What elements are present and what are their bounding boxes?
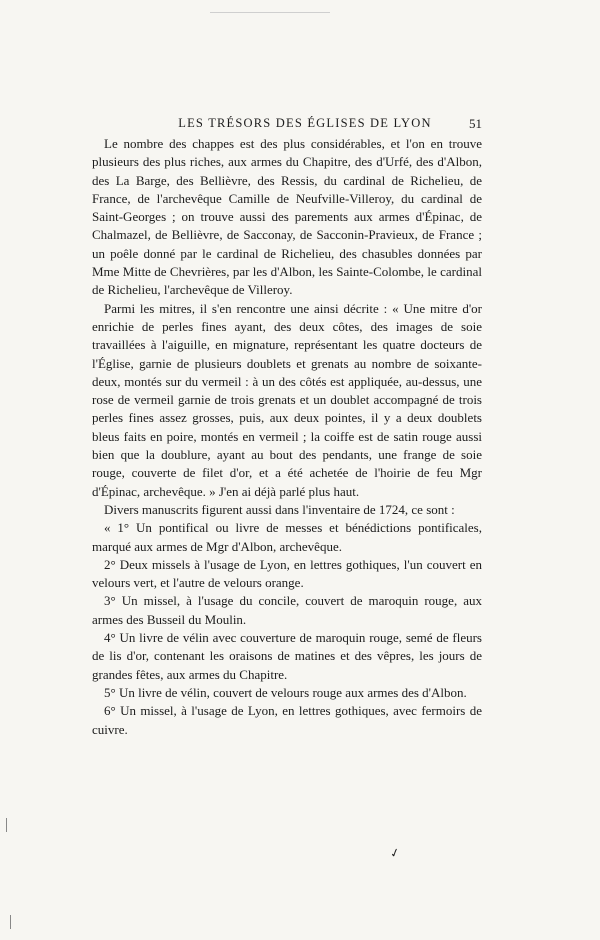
- body-text: [92, 135, 482, 739]
- running-header: LES TRÉSORS DES ÉGLISES DE LYON: [178, 116, 432, 130]
- page-number: 51: [469, 116, 482, 131]
- margin-mark: [6, 818, 7, 832]
- paragraph-chappes: Le nombre des chappes est des plus considérables, et l'on en trouve plusieurs des plus riches, aux armes du Chapitre, des d'Urfé, des d'Albon, des La Barge, des Bellièvre, des Ressis, du cardinal de Richelieu, de France, de l'archevêque Camille de Neufville-Villeroy, du cardinal de Saint-Georges ; on trouve aussi des parements aux armes d'Épinac, de Chalmazel, de Bellièvre, de Sacconay, de Sacconin-Pravieux, de France ; un poêle donné par le cardinal de Richelieu, des chasubles données par Mme Mitte de Chevrières, par les d'Albon, les Sainte-Colombe, le cardinal de Richelieu, l'archevêque de Villeroy.: [92, 136, 482, 298]
- list-item: 2° Deux missels à l'usage de Lyon, en lettres gothiques, l'un couvert en velours vert, et l'autre de velours orange.: [92, 556, 482, 591]
- list-item: 4° Un livre de vélin avec couverture de maroquin rouge, semé de fleurs de lis d'or, contenant les oraisons de matines et des vêpres, les jours de grandes fêtes, aux armes du Chapitre.: [92, 630, 482, 682]
- list-item: 3° Un missel, à l'usage du concile, couvert de maroquin rouge, aux armes des Busseil du Moulin.: [92, 593, 482, 627]
- paragraph-manuscrits: Divers manuscrits figurent aussi dans l'inventaire de 1724, ce sont :: [104, 501, 455, 517]
- margin-mark: [10, 915, 11, 929]
- ink-mark: ✓: [388, 844, 402, 862]
- list-item: 6° Un missel, à l'usage de Lyon, en lettres gothiques, avec fermoirs de cuivre.: [92, 703, 482, 737]
- list-item: « 1° Un pontifical ou livre de messes et bénédictions pontificales, marqué aux armes de Mgr d'Albon, archevêque.: [92, 520, 482, 554]
- top-edge-rule: [210, 12, 330, 13]
- paragraph-mitres: Parmi les mitres, il s'en rencontre une ainsi décrite : « Une mitre d'or enrichie de perles fines ayant, des deux côtes, des images de soie travaillées à l'aiguille, en mignature, représentant les quatre docteurs de l'Église, garnie de plusieurs doublets et grenats au nombre de soixante-deux, montés sur du vermeil : à un des côtés est appliquée, au-dessus, une rose de vermeil garnie de trois grenats et un doublet accompagné de trois perles fines assez grosses, puis, aux deux pointes, il y a deux doublets bleus faits en poire, montés en vermeil ; la coiffe est de satin rouge aussi bien que la doublure, ayant au bout des pendants, une frange de soie rouge, couverte de filet d'or, et a été achetée de l'hoirie de feu Mgr d'Épinac, archevêque. » J'en ai déjà parlé plus haut.: [92, 300, 482, 499]
- list-item: 5° Un livre de vélin, couvert de velours rouge aux armes des d'Albon.: [104, 684, 467, 700]
